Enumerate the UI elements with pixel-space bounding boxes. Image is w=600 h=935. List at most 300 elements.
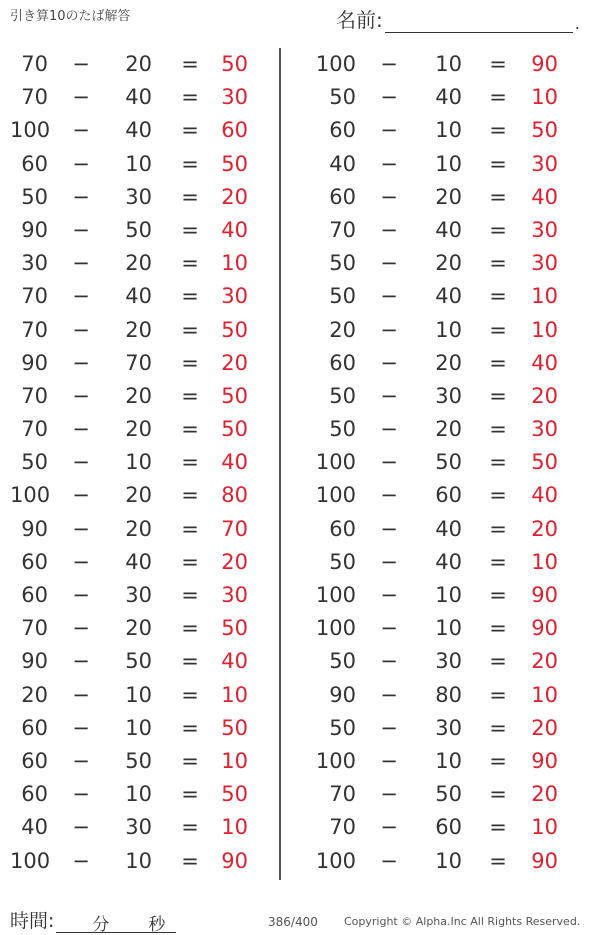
subtrahend: 30 [435, 383, 462, 408]
equals-sign: = [489, 184, 507, 209]
problem-row [308, 712, 588, 745]
problem-row [308, 811, 588, 844]
problem-row [308, 314, 588, 347]
problem-row [308, 413, 588, 446]
minuend: 100 [315, 450, 356, 475]
minuend: 70 [21, 317, 48, 342]
minus-sign: − [380, 848, 398, 873]
equals-sign: = [181, 383, 199, 408]
page-counter: 386/400 [268, 915, 318, 929]
minuend: 60 [21, 151, 48, 176]
problem-row [0, 679, 280, 712]
answer: 20 [531, 715, 558, 740]
equals-sign: = [181, 184, 199, 209]
problem-row [0, 579, 280, 612]
subtrahend: 20 [125, 317, 152, 342]
minus-sign: − [380, 649, 398, 674]
subtrahend: 10 [125, 450, 152, 475]
answer: 60 [221, 118, 248, 143]
minus-sign: − [380, 682, 398, 707]
minuend: 60 [21, 748, 48, 773]
equals-sign: = [181, 583, 199, 607]
minuend: 50 [329, 383, 356, 408]
minuend: 60 [329, 350, 356, 375]
equals-sign: = [181, 450, 199, 475]
problem-row [308, 479, 588, 512]
minuend: 60 [21, 583, 48, 607]
minuend: 70 [21, 616, 48, 641]
answer: 40 [221, 649, 248, 674]
name-line-end-dot: . [574, 14, 580, 33]
problem-row [308, 214, 588, 247]
minus-sign: − [380, 549, 398, 574]
minus-sign: − [72, 715, 90, 740]
subtrahend: 20 [125, 383, 152, 408]
minus-sign: − [380, 383, 398, 408]
subtrahend: 40 [435, 549, 462, 574]
subtrahend: 10 [125, 848, 152, 873]
answer: 30 [221, 284, 248, 309]
minuend: 50 [329, 251, 356, 276]
minus-sign: − [380, 516, 398, 541]
time-field [10, 906, 176, 933]
answer: 50 [531, 450, 558, 475]
subtrahend: 50 [435, 450, 462, 475]
equals-sign: = [489, 748, 507, 773]
answer: 40 [221, 217, 248, 242]
minus-sign: − [380, 118, 398, 143]
equals-sign: = [181, 549, 199, 574]
problem-row [308, 645, 588, 678]
subtrahend: 60 [435, 815, 462, 840]
answer: 50 [221, 317, 248, 342]
problem-row [0, 247, 280, 280]
problem-row [0, 712, 280, 745]
equals-sign: = [489, 417, 507, 442]
subtrahend: 10 [125, 151, 152, 176]
equals-sign: = [489, 317, 507, 342]
minus-sign: − [72, 450, 90, 475]
minus-sign: − [380, 251, 398, 276]
minuend: 60 [21, 549, 48, 574]
equals-sign: = [181, 516, 199, 541]
problem-row [308, 778, 588, 811]
problem-row [308, 148, 588, 181]
left-problem-column [0, 48, 280, 878]
minus-sign: − [72, 848, 90, 873]
problem-row [0, 479, 280, 512]
equals-sign: = [181, 350, 199, 375]
problem-row [0, 645, 280, 678]
problem-row [0, 280, 280, 313]
subtrahend: 50 [125, 217, 152, 242]
subtrahend: 40 [435, 85, 462, 110]
minuend: 20 [329, 317, 356, 342]
answer: 10 [531, 317, 558, 342]
equals-sign: = [181, 417, 199, 442]
equals-sign: = [181, 616, 199, 641]
minus-sign: − [72, 616, 90, 641]
equals-sign: = [181, 483, 199, 508]
subtrahend: 10 [435, 317, 462, 342]
answer: 40 [531, 483, 558, 508]
equals-sign: = [181, 151, 199, 176]
problem-row [308, 446, 588, 479]
equals-sign: = [489, 848, 507, 873]
minuend: 90 [21, 350, 48, 375]
minuend: 40 [329, 151, 356, 176]
equals-sign: = [489, 815, 507, 840]
answer: 10 [531, 284, 558, 309]
equals-sign: = [489, 350, 507, 375]
subtrahend: 40 [435, 284, 462, 309]
problem-row [308, 181, 588, 214]
problem-row [0, 413, 280, 446]
answer: 50 [221, 417, 248, 442]
answer: 20 [531, 516, 558, 541]
answer: 90 [531, 583, 558, 607]
equals-sign: = [181, 682, 199, 707]
minuend: 90 [21, 649, 48, 674]
problem-row [0, 513, 280, 546]
minuend: 90 [21, 516, 48, 541]
subtrahend: 50 [125, 748, 152, 773]
answer: 30 [221, 583, 248, 607]
problem-row [0, 114, 280, 147]
minus-sign: − [72, 251, 90, 276]
answer: 20 [221, 549, 248, 574]
subtrahend: 20 [125, 516, 152, 541]
minuend: 70 [21, 284, 48, 309]
problem-row [308, 612, 588, 645]
subtrahend: 10 [435, 848, 462, 873]
equals-sign: = [489, 549, 507, 574]
equals-sign: = [181, 748, 199, 773]
problem-row [308, 745, 588, 778]
minus-sign: − [380, 815, 398, 840]
equals-sign: = [489, 583, 507, 607]
minus-sign: − [380, 748, 398, 773]
problem-row [0, 181, 280, 214]
answer: 10 [221, 815, 248, 840]
copyright-notice: Copyright © Alpha.Inc All Rights Reserved. [344, 915, 581, 928]
subtrahend: 70 [125, 350, 152, 375]
problem-row [0, 745, 280, 778]
problem-row [0, 48, 280, 81]
minus-sign: − [72, 284, 90, 309]
minuend: 90 [21, 217, 48, 242]
minuend: 70 [21, 417, 48, 442]
answer: 30 [531, 417, 558, 442]
equals-sign: = [489, 782, 507, 807]
answer: 50 [221, 383, 248, 408]
minus-sign: − [72, 151, 90, 176]
answer: 90 [221, 848, 248, 873]
equals-sign: = [181, 52, 199, 76]
subtrahend: 40 [125, 118, 152, 143]
minus-sign: − [72, 217, 90, 242]
answer: 10 [221, 251, 248, 276]
answer: 70 [221, 516, 248, 541]
name-label: 名前: [336, 8, 383, 32]
minus-sign: − [380, 450, 398, 475]
right-problem-column [308, 48, 588, 878]
problem-row [0, 214, 280, 247]
minus-sign: − [72, 417, 90, 442]
minuend: 100 [315, 583, 356, 607]
equals-sign: = [489, 483, 507, 508]
minus-sign: − [72, 52, 90, 76]
subtrahend: 20 [435, 251, 462, 276]
answer: 20 [221, 350, 248, 375]
problem-row [308, 845, 588, 878]
subtrahend: 20 [435, 417, 462, 442]
equals-sign: = [489, 85, 507, 110]
minus-sign: − [72, 748, 90, 773]
minuend: 70 [329, 815, 356, 840]
minuend: 50 [329, 284, 356, 309]
subtrahend: 10 [435, 151, 462, 176]
time-blank-line [56, 910, 176, 933]
subtrahend: 30 [435, 715, 462, 740]
problem-row [0, 148, 280, 181]
minuend: 50 [329, 417, 356, 442]
equals-sign: = [489, 450, 507, 475]
problem-row [308, 81, 588, 114]
equals-sign: = [181, 284, 199, 309]
minuend: 100 [315, 616, 356, 641]
equals-sign: = [181, 85, 199, 110]
problem-row [308, 679, 588, 712]
subtrahend: 30 [125, 583, 152, 607]
minuend: 100 [315, 748, 356, 773]
answer: 10 [531, 549, 558, 574]
minus-sign: − [380, 350, 398, 375]
minus-sign: − [380, 85, 398, 110]
problem-row [308, 513, 588, 546]
minus-sign: − [72, 383, 90, 408]
minus-sign: − [72, 85, 90, 110]
answer: 30 [531, 217, 558, 242]
minuend: 60 [21, 715, 48, 740]
equals-sign: = [489, 52, 507, 76]
minus-sign: − [380, 184, 398, 209]
answer: 10 [221, 682, 248, 707]
problem-row [0, 612, 280, 645]
minus-sign: − [72, 118, 90, 143]
answer: 90 [531, 616, 558, 641]
equals-sign: = [489, 715, 507, 740]
minutes-label: 分 [92, 915, 110, 935]
problem-row [308, 247, 588, 280]
minus-sign: − [380, 151, 398, 176]
answer: 20 [531, 782, 558, 807]
minuend: 50 [21, 450, 48, 475]
answer: 40 [531, 350, 558, 375]
subtrahend: 20 [125, 251, 152, 276]
subtrahend: 40 [125, 85, 152, 110]
answer: 50 [221, 616, 248, 641]
minus-sign: − [72, 184, 90, 209]
answer: 80 [221, 483, 248, 508]
equals-sign: = [181, 217, 199, 242]
minuend: 70 [21, 52, 48, 76]
equals-sign: = [181, 251, 199, 276]
subtrahend: 10 [125, 715, 152, 740]
subtrahend: 30 [435, 649, 462, 674]
equals-sign: = [489, 118, 507, 143]
minus-sign: − [380, 217, 398, 242]
subtrahend: 20 [125, 417, 152, 442]
equals-sign: = [489, 383, 507, 408]
problem-row [0, 778, 280, 811]
problem-row [308, 347, 588, 380]
equals-sign: = [489, 284, 507, 309]
minus-sign: − [380, 782, 398, 807]
minuend: 40 [21, 815, 48, 840]
minus-sign: − [72, 815, 90, 840]
minuend: 100 [315, 52, 356, 76]
problem-row [308, 579, 588, 612]
minuend: 60 [329, 118, 356, 143]
subtrahend: 80 [435, 682, 462, 707]
answer: 20 [531, 383, 558, 408]
minuend: 30 [21, 251, 48, 276]
answer: 50 [221, 715, 248, 740]
minuend: 70 [21, 383, 48, 408]
minuend: 70 [329, 782, 356, 807]
subtrahend: 60 [435, 483, 462, 508]
subtrahend: 40 [435, 516, 462, 541]
problem-row [0, 314, 280, 347]
answer: 50 [221, 151, 248, 176]
problem-row [0, 811, 280, 844]
problem-row [0, 81, 280, 114]
minus-sign: − [380, 417, 398, 442]
subtrahend: 10 [435, 118, 462, 143]
answer: 30 [221, 85, 248, 110]
answer: 40 [221, 450, 248, 475]
answer: 90 [531, 748, 558, 773]
minus-sign: − [72, 549, 90, 574]
equals-sign: = [489, 251, 507, 276]
subtrahend: 20 [125, 483, 152, 508]
answer: 10 [221, 748, 248, 773]
subtrahend: 10 [435, 748, 462, 773]
answer: 10 [531, 682, 558, 707]
equals-sign: = [181, 782, 199, 807]
problem-row [308, 380, 588, 413]
minus-sign: − [72, 317, 90, 342]
answer: 40 [531, 184, 558, 209]
minuend: 70 [329, 217, 356, 242]
problem-row [0, 546, 280, 579]
minuend: 100 [10, 118, 51, 143]
problem-row [308, 546, 588, 579]
equals-sign: = [489, 217, 507, 242]
problem-row [0, 380, 280, 413]
subtrahend: 40 [435, 217, 462, 242]
subtrahend: 20 [125, 616, 152, 641]
minuend: 100 [10, 848, 51, 873]
name-blank-line [385, 10, 573, 33]
worksheet-title: 引き算10のたば解答 [10, 9, 131, 24]
minuend: 50 [329, 549, 356, 574]
minuend: 60 [329, 184, 356, 209]
minus-sign: − [72, 682, 90, 707]
seconds-label: 秒 [148, 915, 166, 935]
minus-sign: − [72, 782, 90, 807]
minus-sign: − [380, 284, 398, 309]
subtrahend: 40 [125, 284, 152, 309]
answer: 10 [531, 85, 558, 110]
subtrahend: 20 [435, 184, 462, 209]
subtrahend: 10 [435, 52, 462, 76]
problem-row [308, 114, 588, 147]
minus-sign: − [380, 616, 398, 641]
subtrahend: 50 [125, 649, 152, 674]
equals-sign: = [181, 715, 199, 740]
problem-row [0, 446, 280, 479]
minus-sign: − [380, 715, 398, 740]
subtrahend: 40 [125, 549, 152, 574]
equals-sign: = [181, 848, 199, 873]
equals-sign: = [181, 815, 199, 840]
equals-sign: = [489, 516, 507, 541]
minuend: 60 [329, 516, 356, 541]
answer: 50 [531, 118, 558, 143]
answer: 30 [531, 151, 558, 176]
problem-row [0, 845, 280, 878]
minuend: 100 [10, 483, 51, 508]
problem-row [0, 347, 280, 380]
minuend: 50 [329, 715, 356, 740]
answer: 30 [531, 251, 558, 276]
minus-sign: − [380, 317, 398, 342]
answer: 50 [221, 782, 248, 807]
equals-sign: = [181, 118, 199, 143]
answer: 90 [531, 52, 558, 76]
problem-row [308, 280, 588, 313]
equals-sign: = [489, 151, 507, 176]
minuend: 20 [21, 682, 48, 707]
subtrahend: 30 [125, 815, 152, 840]
minus-sign: − [72, 583, 90, 607]
answer: 10 [531, 815, 558, 840]
answer: 90 [531, 848, 558, 873]
minus-sign: − [72, 350, 90, 375]
minuend: 70 [21, 85, 48, 110]
problem-row [308, 48, 588, 81]
subtrahend: 30 [125, 184, 152, 209]
minus-sign: − [72, 516, 90, 541]
minuend: 90 [329, 682, 356, 707]
answer: 50 [221, 52, 248, 76]
name-field [336, 4, 580, 33]
time-label: 時間: [10, 910, 55, 932]
equals-sign: = [181, 317, 199, 342]
minus-sign: − [380, 52, 398, 76]
subtrahend: 10 [435, 583, 462, 607]
minus-sign: − [72, 483, 90, 508]
minus-sign: − [380, 483, 398, 508]
answer: 20 [221, 184, 248, 209]
subtrahend: 20 [435, 350, 462, 375]
minuend: 60 [21, 782, 48, 807]
minuend: 50 [21, 184, 48, 209]
subtrahend: 20 [125, 52, 152, 76]
equals-sign: = [489, 616, 507, 641]
